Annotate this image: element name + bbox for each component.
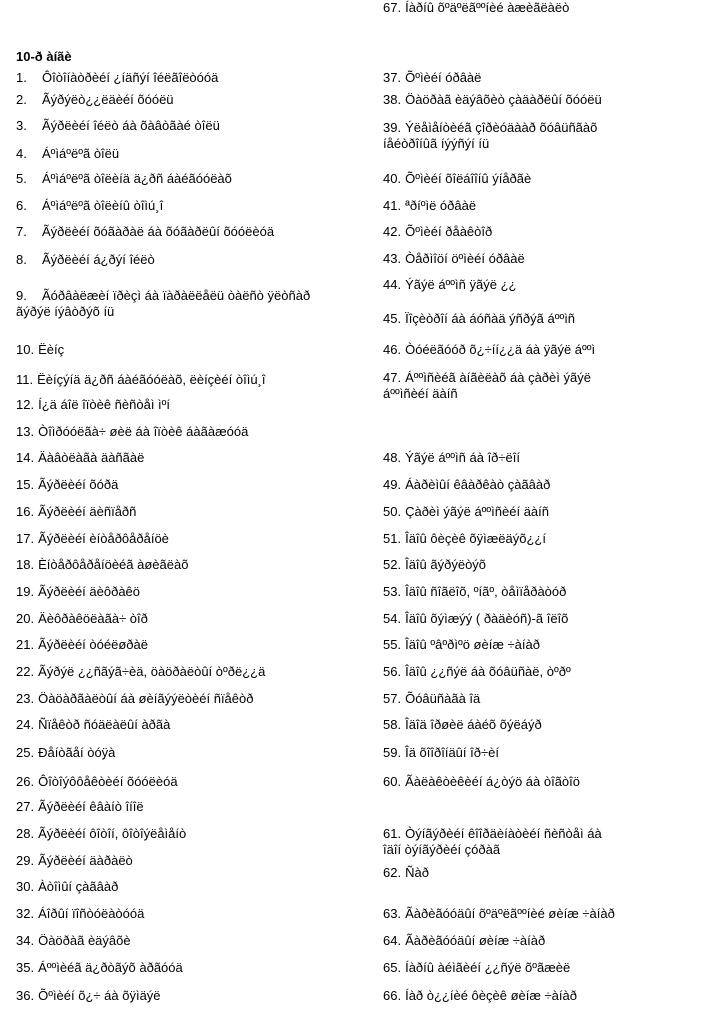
item-title: Îäîû ôèçèê õÿìæëäýõ¿¿í [405,531,546,546]
item-title: Öàöàðãàëòûí áà øèíãýýëòèéí ñïåêòð [38,691,254,706]
item-number: 7. [16,224,27,239]
item-number: 67. [383,0,402,15]
item-title-continued: íåéòðîíûã íýýñýí íü [383,136,490,151]
item-title: Ýãýë áººìñ ÿãýë ¿¿ [405,277,517,292]
toc-item [383,691,480,707]
item-number: 11. [16,372,34,387]
item-number: 40. [383,171,402,186]
item-title: ªðíºìë óðâàë [405,198,477,213]
item-number: 10. [16,342,35,357]
toc-item [16,342,64,358]
item-number: 3. [16,118,27,133]
toc-item [16,774,178,790]
item-title: Ôîòîíàòðèéí ¿íäñýí îéëãîëòóóä [42,70,219,85]
toc-item [16,531,169,547]
toc-item [383,531,546,547]
toc-item [16,171,232,187]
toc-item [16,424,248,440]
item-title: Ãóðâàëæèí ïðèçì áà ïàðàëëåëü òàëñò ÿëòñàð [42,288,311,303]
toc-item [383,224,492,240]
item-title: Òîìðóóëãà÷ øèë áà îïòèê áàãàæóóä [38,424,249,439]
toc-item [16,252,155,268]
item-number: 23. [16,691,35,706]
toc-item [16,92,174,108]
toc-item [16,372,266,388]
toc-item [16,717,170,733]
item-title: Àòîìûí çàãâàð [38,879,119,894]
item-title: Ëèíç [38,342,65,357]
toc-item [383,988,577,1004]
item-number: 43. [383,251,402,266]
toc-item [16,879,118,895]
toc-item [383,504,549,520]
item-title: Ñàð [405,865,429,880]
item-title: Îäîû õýìæýý ( ðàäèóñ)-ã îëîõ [405,611,569,626]
toc-item [383,342,595,358]
item-title: Íàðíû õºäºëãººíèé àæèãëàëò [405,0,570,15]
item-title: Õºìèéí ðåàêòîð [405,224,493,239]
item-title: Òýíãýðèéí êîîðäèíàòèéí ñèñòåì áà [405,826,602,841]
item-title: Ãýðýëò¿¿ëäèéí õóóëü [42,92,174,107]
toc-item [383,717,542,733]
item-number: 54. [383,611,402,626]
item-title: Áºìáºëºã òîëèíû òîìú¸î [42,198,164,213]
toc-item [383,450,520,466]
toc-item [16,557,188,573]
item-number: 32. [16,906,35,921]
toc-item [16,198,163,214]
toc-item [383,774,580,790]
item-number: 52. [383,557,402,572]
toc-item [383,960,570,976]
toc-item [383,251,525,267]
item-title: Áººìñèéã àíãèëàõ áà çàðèì ýãýë [405,370,591,385]
toc-item [16,288,310,320]
item-number: 38. [383,92,402,107]
item-title: Áºìáºëºã òîëü [42,146,120,161]
toc-item [383,637,540,653]
toc-item [16,118,220,134]
toc-item [16,224,274,240]
item-number: 34. [16,933,35,948]
item-title: Áîðûí ïîñòóëàòóóä [38,906,145,921]
toc-item [383,370,591,402]
item-number: 53. [383,584,402,599]
toc-item [383,865,429,881]
item-number: 24. [16,717,35,732]
toc-item [383,933,545,949]
item-title: Îäîä îðøèë áàéõ õýëáýð [405,717,542,732]
item-title: Íàðíû àéìãèéí ¿¿ñýë õºãæèë [405,960,571,975]
item-title: Ôîòîýôôåêòèéí õóóëèóä [38,774,178,789]
item-number: 39. [383,120,402,135]
item-title: Ãýðýë ¿¿ñãýã÷èä, öàöðàëòûí òºðë¿¿ä [38,664,266,679]
item-number: 26. [16,774,35,789]
item-title: Ãýðëèéí òóéëøðàë [38,637,148,652]
item-number: 66. [383,988,402,1003]
toc-item [16,988,161,1004]
item-number: 17. [16,531,35,546]
toc-item [383,557,486,573]
item-title: Îäîû ñîãëîõ, ºíãº, òåìïåðàòóð [405,584,567,599]
item-title: Ýãýë áººìñ áà îð÷ëîí [405,450,521,465]
item-title: Áººìèéã ä¿ðòãýõ àðãóóä [38,960,183,975]
item-title: Ãàëàêòèêèéí á¿òýö áà òîãòîö [405,774,581,789]
item-number: 22. [16,664,35,679]
item-title: Ðåíòãåí òóÿà [38,745,116,760]
item-title: Ãàðèãóóäûí õºäºëãººíèé øèíæ ÷àíàð [405,906,615,921]
item-number: 63. [383,906,402,921]
item-number: 51. [383,531,402,546]
toc-item [16,664,265,680]
item-title: Ñïåêòð ñóäëàëûí àðãà [38,717,171,732]
toc-item [383,120,597,152]
toc-item [16,853,133,869]
item-number: 60. [383,774,402,789]
item-title: Õóâüñàãà îä [405,691,481,706]
toc-item [16,691,253,707]
item-title: Ãýðëèéí ôîòîí, ôîòîýëåìåíò [38,826,187,841]
item-number: 12. [16,397,35,412]
toc-item [383,311,575,327]
item-number: 46. [383,342,402,357]
toc-item [16,933,131,949]
item-number: 13. [16,424,35,439]
toc-item [383,611,568,627]
item-title: Ãýðëèéí äàðàëò [38,853,133,868]
item-number: 59. [383,745,402,760]
item-number: 61. [383,826,402,841]
toc-item [383,277,516,293]
item-number: 9. [16,288,27,303]
item-title: Õºìèéí óðâàë [405,70,482,85]
item-title: Áºìáºëºã òîëèíä ä¿ðñ áàéãóóëàõ [42,171,232,186]
item-number: 44. [383,277,402,292]
toc-item [16,146,119,162]
item-title: Ãýðëèéí îéëò áà õàâòãàé òîëü [42,118,220,133]
item-title: Èíòåðôåðåíöèéã àøèãëàõ [38,557,189,572]
item-number: 56. [383,664,402,679]
toc-item [16,799,144,815]
item-title: Ýëåìåíòèéã çîðèóäààð õóâüñãàõ [405,120,598,135]
item-number: 14. [16,450,35,465]
toc-item [383,745,499,761]
item-number: 57. [383,691,402,706]
item-title-continued: ãýðýë íýâòðýõ íü [16,304,115,319]
item-number: 37. [383,70,402,85]
item-title-continued: îäîí òýíãýðèéí çóðàã [383,842,501,857]
toc-item [16,960,183,976]
toc-item [16,906,144,922]
item-title: Öàöðàã èäýâõè [38,933,131,948]
toc-item [383,0,569,16]
item-number: 6. [16,198,27,213]
item-title: Ëèíçýíä ä¿ðñ áàéãóóëàõ, ëèíçèéí òîìú¸î [37,372,266,387]
item-title: Îä õîîðîíäûí îð÷èí [405,745,499,760]
item-number: 30. [16,879,35,894]
item-number: 64. [383,933,402,948]
item-number: 48. [383,450,402,465]
item-number: 35. [16,960,35,975]
item-title: Îäîû ¿¿ñýë áà õóâüñàë, òºðº [405,664,571,679]
item-title: Íàð ò¿¿íèé ôèçèê øèíæ ÷àíàð [405,988,577,1003]
item-title: Ãýðëèéí êâàíò îíîë [38,799,144,814]
item-number: 42. [383,224,402,239]
item-number: 65. [383,960,402,975]
item-title: Îäîû ºâºðìºö øèíæ ÷àíàð [405,637,540,652]
item-title: Òóéëãóóð õ¿÷íí¿¿ä áà ÿãýë áººì [405,342,596,357]
item-number: 15. [16,477,35,492]
toc-item [16,745,115,761]
item-number: 41. [383,198,402,213]
item-number: 36. [16,988,35,1003]
item-number: 4. [16,146,27,161]
toc-item [383,171,531,187]
toc-item [16,397,170,413]
item-title: Çàðèì ýãýë áººìñèéí äàíñ [405,504,550,519]
item-number: 55. [383,637,402,652]
item-title: Í¿ä áîë îïòèê ñèñòåì ìºí [38,397,171,412]
item-number: 49. [383,477,402,492]
item-number: 2. [16,92,27,107]
toc-item [383,198,476,214]
item-title: Õºìèéí õîëáîîíû ýíåðãè [405,171,532,186]
item-title: Õºìèéí õ¿÷ áà õÿìäýë [38,988,161,1003]
item-title: Ïîçèòðîí áà áóñàä ýñðýã áººìñ [405,311,576,326]
item-title: Ãýðëèéí èíòåðôåðåíöè [38,531,169,546]
item-number: 20. [16,611,35,626]
toc-item [16,584,140,600]
item-title: Ãýðëèéí äèôðàêö [38,584,141,599]
toc-item [383,584,566,600]
item-title: Ãýðëèéí õóðä [38,477,119,492]
item-title: Òåðìîöí öºìèéí óðâàë [405,251,525,266]
item-number: 50. [383,504,402,519]
item-number: 18. [16,557,35,572]
toc-item [16,70,218,86]
item-number: 29. [16,853,35,868]
item-title: Ãýðëèéí á¿ðýí îéëò [42,252,155,267]
item-number: 19. [16,584,35,599]
toc-item [16,826,186,842]
item-title: Áàðèìûí êâàðêàò çàãâàð [405,477,551,492]
item-number: 58. [383,717,402,732]
toc-item [16,504,136,520]
item-number: 8. [16,252,27,267]
toc-item [383,477,550,493]
item-title: Îäîû ãýðýëòýõ [405,557,487,572]
item-number: 5. [16,171,27,186]
item-number: 1. [16,70,27,85]
item-number: 16. [16,504,35,519]
item-title: Äèôðàêöëàãà÷ òîð [38,611,148,626]
toc-item [383,826,602,858]
toc-item [383,906,615,922]
toc-item [383,92,602,108]
item-title-continued: áººìñèéí äàíñ [383,386,458,401]
toc-item [16,450,144,466]
item-number: 28. [16,826,35,841]
toc-item [383,664,571,680]
item-title: Ãàðèãóóäûí øèíæ ÷àíàð [405,933,546,948]
item-title: Äàâòëàãà äàñãàë [38,450,145,465]
toc-item [16,611,148,627]
item-title: Öàöðàã èäýâõèò çàäàðëûí õóóëü [405,92,602,107]
item-number: 21. [16,637,35,652]
item-number: 62. [383,865,402,880]
item-number: 25. [16,745,35,760]
toc-item [16,477,118,493]
toc-item [383,70,481,86]
item-number: 47. [383,370,402,385]
toc-item [16,637,148,653]
item-title: Ãýðëèéí õóãàðàë áà õóãàðëûí õóóëèóä [42,224,275,239]
page-heading: 10-ð àíãè [16,49,72,64]
item-title: Ãýðëèéí äèñïåðñ [38,504,137,519]
item-number: 27. [16,799,35,814]
item-number: 45. [383,311,402,326]
